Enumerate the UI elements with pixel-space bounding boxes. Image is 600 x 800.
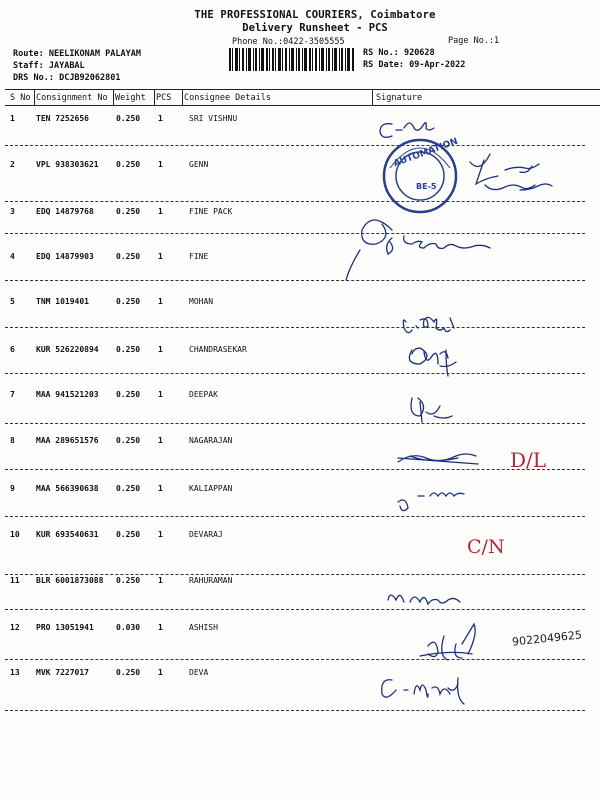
stamp-text-top: AUTOMATION bbox=[392, 136, 460, 170]
row-sno: 2 bbox=[10, 160, 15, 169]
rs-no-label: RS No.: bbox=[363, 48, 399, 58]
route-label: Route: bbox=[13, 49, 44, 59]
row-weight: 0.250 bbox=[116, 530, 141, 539]
row-consignment: TNM 1019401 bbox=[36, 297, 89, 306]
row-consignment: EDQ 14879903 bbox=[36, 252, 94, 261]
row-consignee: KALIAPPAN bbox=[189, 484, 233, 493]
rs-date-label: RS Date: bbox=[363, 60, 404, 70]
row-weight: 0.250 bbox=[116, 252, 141, 261]
row-weight: 0.250 bbox=[116, 345, 141, 354]
row-pcs: 1 bbox=[158, 114, 163, 123]
rs-date-value: 09-Apr-2022 bbox=[409, 60, 466, 70]
row-weight: 0.250 bbox=[116, 207, 141, 216]
row-consignee: FINE bbox=[189, 252, 209, 261]
row-sno: 13 bbox=[10, 668, 20, 677]
row-consignee: GENN bbox=[189, 160, 209, 169]
row-pcs: 1 bbox=[158, 252, 163, 261]
row-consignee: NAGARAJAN bbox=[189, 436, 233, 445]
row-sno: 6 bbox=[10, 345, 15, 354]
column-header-pcs: PCS bbox=[156, 93, 172, 103]
rs-no-value: 920628 bbox=[403, 48, 435, 58]
row-consignment: TEN 7252656 bbox=[36, 114, 89, 123]
route-value: NEELIKONAM PALAYAM bbox=[48, 49, 141, 59]
row-weight: 0.250 bbox=[116, 576, 141, 585]
row-consignee: RAHURAMAN bbox=[189, 576, 233, 585]
row-pcs: 1 bbox=[158, 623, 163, 632]
row-sno: 3 bbox=[10, 207, 15, 216]
row-pcs: 1 bbox=[158, 390, 163, 399]
row-consignment: MAA 289651576 bbox=[36, 436, 99, 445]
document-title: Delivery Runsheet - PCS bbox=[242, 22, 388, 34]
row-weight: 0.250 bbox=[116, 668, 141, 677]
row-consignment: KUR 526220894 bbox=[36, 345, 99, 354]
row-pcs: 1 bbox=[158, 484, 163, 493]
row-consignee: DEVA bbox=[189, 668, 209, 677]
staff-value: JAYABAL bbox=[48, 61, 85, 71]
row-consignee: DEVARAJ bbox=[189, 530, 223, 539]
row-weight: 0.250 bbox=[116, 484, 141, 493]
row-pcs: 1 bbox=[158, 345, 163, 354]
row-weight: 0.250 bbox=[116, 160, 141, 169]
row-consignment: PRO 13051941 bbox=[36, 623, 94, 632]
row-consignment: BLR 6001873088 bbox=[36, 576, 104, 585]
row-consignee: FINE PACK bbox=[189, 207, 233, 216]
row-consignee: DEEPAK bbox=[189, 390, 218, 399]
row-consignee: MOHAN bbox=[189, 297, 214, 306]
column-header-consignee: Consignee Details bbox=[184, 93, 271, 103]
row-consignment: MVK 7227017 bbox=[36, 668, 89, 677]
page-number: Page No.:1 bbox=[448, 36, 500, 46]
company-name: THE PROFESSIONAL COURIERS, Coimbatore bbox=[194, 9, 436, 21]
phone-number: Phone No.:0422-3505555 bbox=[232, 37, 345, 47]
drs-label: DRS No.: bbox=[13, 73, 54, 83]
column-header-weight: Weight bbox=[115, 93, 146, 103]
row-sno: 10 bbox=[10, 530, 20, 539]
row-consignment: VPL 938303621 bbox=[36, 160, 99, 169]
row-consignment: KUR 693540631 bbox=[36, 530, 99, 539]
row-sno: 9 bbox=[10, 484, 15, 493]
staff-label: Staff: bbox=[13, 61, 44, 71]
stamp-text-bottom: BE-5 bbox=[416, 182, 437, 191]
row-weight: 0.250 bbox=[116, 390, 141, 399]
row-consignee: SRI VISHNU bbox=[189, 114, 238, 123]
row-pcs: 1 bbox=[158, 530, 163, 539]
row-consignment: MAA 566390638 bbox=[36, 484, 99, 493]
drs-value: DCJB92062801 bbox=[59, 73, 121, 83]
column-header-sno: S No bbox=[10, 93, 31, 103]
row-pcs: 1 bbox=[158, 668, 163, 677]
row-pcs: 1 bbox=[158, 436, 163, 445]
handwritten-phone-note: 9022049625 bbox=[511, 628, 583, 649]
row-weight: 0.250 bbox=[116, 436, 141, 445]
row-sno: 11 bbox=[10, 576, 20, 585]
row-weight: 0.030 bbox=[116, 623, 141, 632]
row-sno: 5 bbox=[10, 297, 15, 306]
row-pcs: 1 bbox=[158, 160, 163, 169]
column-header-consignment: Consignment No bbox=[36, 93, 108, 103]
row-sno: 12 bbox=[10, 623, 20, 632]
row-weight: 0.250 bbox=[116, 297, 141, 306]
row-consignment: MAA 941521203 bbox=[36, 390, 99, 399]
handwritten-cn-note: C/N bbox=[467, 536, 505, 558]
row-pcs: 1 bbox=[158, 297, 163, 306]
row-pcs: 1 bbox=[158, 207, 163, 216]
row-weight: 0.250 bbox=[116, 114, 141, 123]
row-sno: 8 bbox=[10, 436, 15, 445]
row-pcs: 1 bbox=[158, 576, 163, 585]
row-sno: 1 bbox=[10, 114, 15, 123]
row-sno: 7 bbox=[10, 390, 15, 399]
handwritten-dl-note: D/L bbox=[510, 448, 547, 472]
row-consignee: ASHISH bbox=[189, 623, 218, 632]
row-consignee: CHANDRASEKAR bbox=[189, 345, 247, 354]
row-sno: 4 bbox=[10, 252, 15, 261]
row-consignment: EDQ 14879768 bbox=[36, 207, 94, 216]
column-header-signature: Signature bbox=[376, 93, 423, 103]
